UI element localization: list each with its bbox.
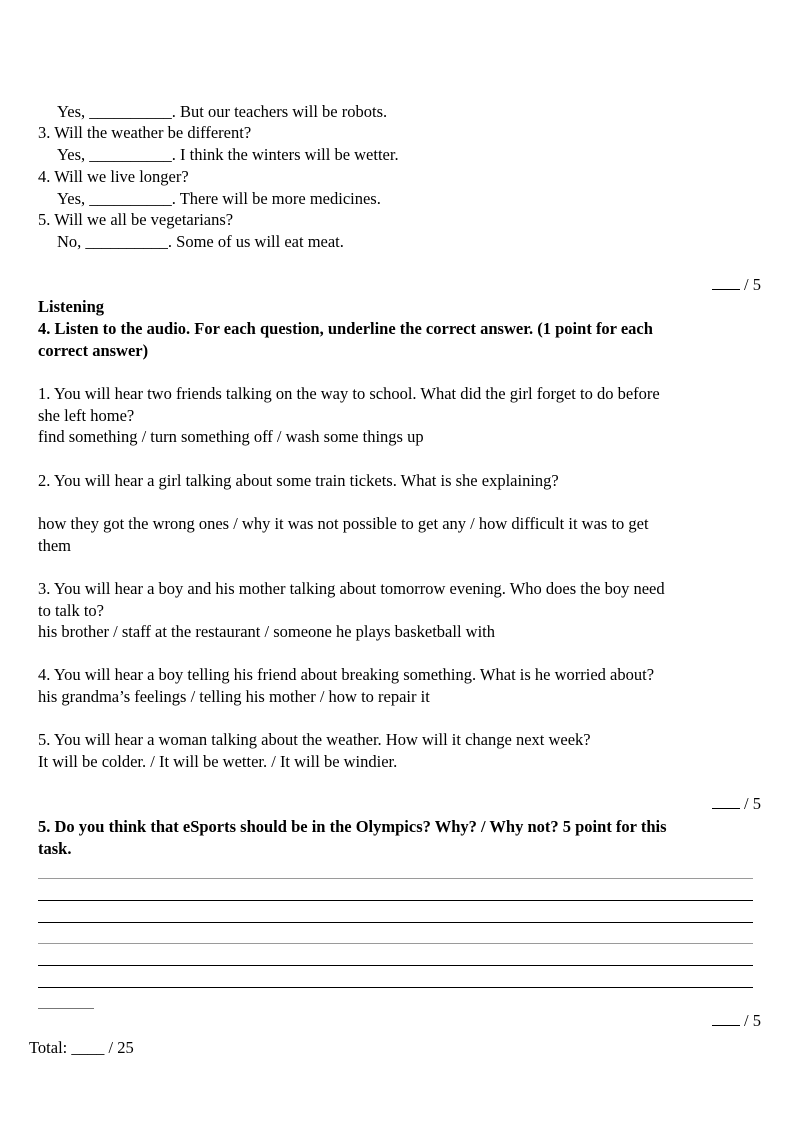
listening-q5-line1: 5. You will hear a woman talking about the weather. How will it change next week? [38,730,591,749]
writing-score [712,1011,761,1031]
score-blank[interactable] [712,275,740,290]
question-4: 4. Will we live longer? [38,167,189,186]
score-max: / 5 [744,1011,761,1030]
listening-instruction-line2: correct answer) [38,341,149,360]
question-5: 5. Will we all be vegetarians? [38,210,234,229]
section3-score [712,275,761,295]
answer-line-4: Yes, __________. There will be more medicines. [57,189,381,208]
writing-line[interactable] [38,878,753,879]
total-score [29,1038,134,1058]
listening-q1-options[interactable]: find something / turn something off / wash some things up [38,427,424,446]
writing-line[interactable] [38,900,753,901]
score-blank[interactable] [712,1011,740,1026]
listening-q1-line2: she left home? [38,406,135,425]
listening-q2-line1: 2. You will hear a girl talking about some train tickets. What is she explaining? [38,471,559,490]
listening-q2-options-line1[interactable]: how they got the wrong ones / why it was not possible to get any / how difficult it was to get [38,514,649,533]
total-label: Total: [29,1038,68,1057]
writing-line[interactable] [38,965,753,966]
writing-line[interactable] [38,943,753,944]
listening-score [712,794,761,814]
writing-line[interactable] [38,922,753,923]
question-3: 3. Will the weather be different? [38,123,252,142]
listening-q3-line1: 3. You will hear a boy and his mother talking about tomorrow evening. Who does the boy need [38,579,665,598]
listening-heading: Listening [38,297,105,316]
listening-q1-line1: 1. You will hear two friends talking on the way to school. What did the girl forget to do before [38,384,660,403]
score-max: / 5 [744,794,761,813]
answer-line-5: No, __________. Some of us will eat meat. [57,232,344,251]
listening-instruction-line1: 4. Listen to the audio. For each question, underline the correct answer. (1 point for each [38,319,653,338]
writing-question-line2: task. [38,839,72,858]
answer-line-2: Yes, __________. But our teachers will be robots. [57,102,388,121]
listening-q3-options[interactable]: his brother / staff at the restaurant / someone he plays basketball with [38,622,495,641]
total-blank[interactable]: ____ [71,1038,105,1057]
score-max: / 5 [744,275,761,294]
listening-q3-line2: to talk to? [38,601,104,620]
listening-q5-options[interactable]: It will be colder. / It will be wetter. / It will be windier. [38,752,398,771]
listening-q4-options[interactable]: his grandma’s feelings / telling his mother / how to repair it [38,687,430,706]
writing-line-end[interactable] [38,1008,94,1009]
writing-line[interactable] [38,987,753,988]
answer-line-3: Yes, __________. I think the winters will be wetter. [57,145,399,164]
score-blank[interactable] [712,794,740,809]
listening-q4-line1: 4. You will hear a boy telling his friend about breaking something. What is he worried about? [38,665,655,684]
total-max: / 25 [108,1038,134,1057]
listening-q2-options-line2[interactable]: them [38,536,71,555]
writing-question-line1: 5. Do you think that eSports should be in the Olympics? Why? / Why not? 5 point for this [38,817,667,836]
